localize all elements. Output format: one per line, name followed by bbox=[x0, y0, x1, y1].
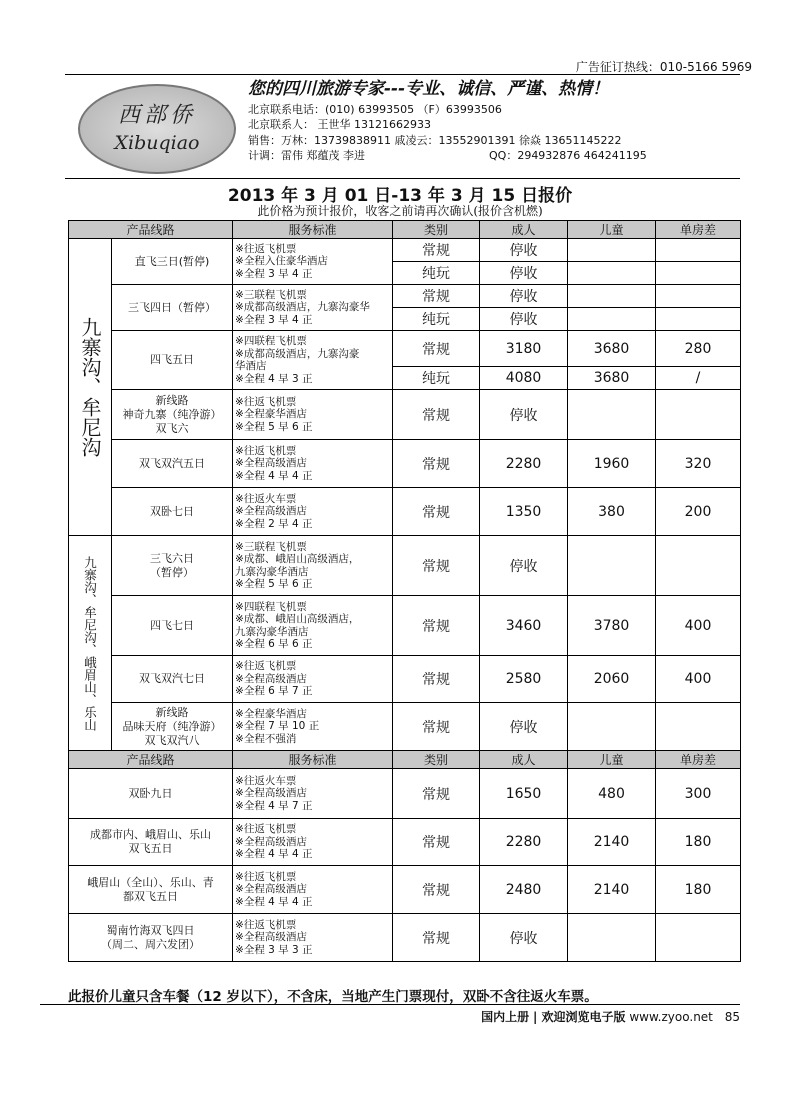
price-child: 1960 bbox=[568, 440, 656, 488]
table-row bbox=[69, 656, 741, 703]
route-name bbox=[112, 488, 233, 536]
price-type: 常规 bbox=[393, 331, 480, 367]
route-name-line: 双飞双汽五日 bbox=[139, 456, 205, 470]
route-name-line: 峨眉山（全山）、乐山、青 bbox=[87, 875, 214, 889]
route-name-line: 双飞五日 bbox=[128, 842, 173, 855]
footer-browse: 欢迎浏览电子版 bbox=[541, 1010, 626, 1024]
price-single-room: 180 bbox=[656, 866, 741, 914]
service-item: ※全程不强消 bbox=[235, 732, 297, 745]
top-divider bbox=[65, 74, 740, 75]
price-single-room bbox=[656, 914, 741, 962]
route-name bbox=[112, 536, 233, 596]
service-item: ※全程 3 早 4 正 bbox=[235, 313, 313, 326]
service-item: ※四联程飞机票 bbox=[235, 335, 307, 347]
group-label: 九寨沟、牟尼沟、峨眉山、乐山 bbox=[69, 536, 112, 751]
route-name bbox=[69, 769, 233, 819]
route-name-line: （周二、周六发团） bbox=[101, 937, 200, 951]
header-type: 类别 bbox=[393, 221, 480, 239]
service-item: ※往返飞机票 bbox=[235, 660, 297, 673]
footer-url: www.zyoo.net bbox=[629, 1010, 713, 1024]
service-item: ※全程高级酒店 bbox=[235, 505, 307, 518]
price-adult: 3180 bbox=[480, 331, 568, 367]
service-item: ※全程高级酒店 bbox=[235, 672, 307, 685]
route-name-line: （暂停） bbox=[150, 565, 194, 579]
route-name bbox=[112, 390, 233, 440]
service-item: ※全程高级酒店 bbox=[235, 931, 307, 944]
price-child bbox=[568, 536, 656, 596]
price-type: 常规 bbox=[393, 819, 480, 866]
route-name-line: 直飞三日(暂停) bbox=[134, 254, 210, 268]
service-item: ※全程高级酒店 bbox=[235, 457, 307, 470]
service-item: ※全程 5 早 6 正 bbox=[235, 578, 313, 590]
header-adult: 成人 bbox=[480, 221, 568, 239]
header-service: 服务标准 bbox=[233, 751, 393, 769]
service-standard bbox=[233, 769, 393, 819]
service-item: ※全程 5 早 6 正 bbox=[235, 420, 313, 433]
qq-numbers: QQ：294932876 464241195 bbox=[489, 149, 647, 162]
price-single-room bbox=[656, 390, 741, 440]
company-logo bbox=[78, 84, 236, 174]
table-row bbox=[69, 769, 741, 819]
price-type: 纯玩 bbox=[393, 367, 480, 390]
service-item: ※往返火车票 bbox=[235, 774, 297, 787]
price-adult: 2280 bbox=[480, 440, 568, 488]
service-item: ※全程高级酒店 bbox=[235, 835, 307, 848]
price-adult: 停收 bbox=[480, 390, 568, 440]
price-single-room bbox=[656, 285, 741, 308]
price-type: 常规 bbox=[393, 769, 480, 819]
table-header-row bbox=[69, 221, 741, 239]
table-row bbox=[69, 596, 741, 656]
table-header-row bbox=[69, 751, 741, 769]
group-label: 九寨沟、牟尼沟 bbox=[69, 239, 112, 536]
price-adult: 停收 bbox=[480, 703, 568, 751]
price-adult: 3460 bbox=[480, 596, 568, 656]
service-item: ※往返飞机票 bbox=[235, 395, 297, 408]
planner-label: 计调： bbox=[248, 149, 281, 162]
service-item: ※全程 6 早 7 正 bbox=[235, 685, 313, 698]
price-adult: 停收 bbox=[480, 914, 568, 962]
price-adult: 停收 bbox=[480, 239, 568, 262]
service-item: ※成都高级酒店，九寨沟豪 bbox=[235, 347, 360, 360]
price-single-room: 320 bbox=[656, 440, 741, 488]
service-standard bbox=[233, 390, 393, 440]
service-item: 九寨沟豪华酒店 bbox=[235, 565, 309, 578]
table-row bbox=[69, 488, 741, 536]
route-name-line: 四飞五日 bbox=[150, 353, 194, 366]
route-name bbox=[112, 239, 233, 285]
service-item: ※往返飞机票 bbox=[235, 242, 297, 255]
service-item: ※往返飞机票 bbox=[235, 444, 297, 457]
price-single-room bbox=[656, 536, 741, 596]
route-name-line: 神奇九寨（纯净游） bbox=[122, 407, 222, 421]
route-name bbox=[112, 331, 233, 390]
service-item: ※四联程飞机票 bbox=[235, 600, 307, 613]
route-name-line: 双飞双汽八 bbox=[144, 733, 200, 747]
header-adult: 成人 bbox=[480, 751, 568, 769]
service-item: ※全程 7 早 10 正 bbox=[235, 720, 320, 733]
route-name bbox=[69, 914, 233, 962]
price-child bbox=[568, 390, 656, 440]
price-adult: 2580 bbox=[480, 656, 568, 703]
service-standard bbox=[233, 440, 393, 488]
service-item: ※全程 4 早 4 正 bbox=[235, 848, 313, 861]
service-standard bbox=[233, 596, 393, 656]
table-row bbox=[69, 331, 741, 367]
price-single-room: 180 bbox=[656, 819, 741, 866]
price-single-room: 400 bbox=[656, 656, 741, 703]
price-type: 常规 bbox=[393, 866, 480, 914]
price-child: 480 bbox=[568, 769, 656, 819]
table-row bbox=[69, 440, 741, 488]
service-item: ※全程 2 早 4 正 bbox=[235, 517, 313, 530]
price-single-room: 400 bbox=[656, 596, 741, 656]
price-title: 2013 年 3 月 01 日-13 年 3 月 15 日报价 bbox=[227, 186, 573, 206]
contact-line: 北京联系人： 王世华 13121662933 bbox=[248, 118, 431, 131]
logo-chinese: 西部侨 bbox=[117, 103, 196, 128]
header-service: 服务标准 bbox=[233, 221, 393, 239]
header-route: 产品线路 bbox=[69, 751, 233, 769]
route-name-line: 三飞六日 bbox=[150, 551, 194, 565]
service-item: 华酒店 bbox=[235, 360, 267, 372]
table-row bbox=[69, 914, 741, 962]
sales-line: 销售：万林：13739838911 戚凌云：13552901391 徐焱 13651145222 bbox=[248, 133, 622, 147]
price-child: 3680 bbox=[568, 367, 656, 390]
route-name bbox=[112, 596, 233, 656]
price-child bbox=[568, 239, 656, 262]
price-type: 常规 bbox=[393, 536, 480, 596]
service-item: ※全程 4 早 4 正 bbox=[235, 469, 313, 482]
service-standard bbox=[233, 536, 393, 596]
service-item: 九寨沟豪华酒店 bbox=[235, 625, 309, 638]
price-child: 2140 bbox=[568, 866, 656, 914]
price-child: 3780 bbox=[568, 596, 656, 656]
price-table bbox=[68, 220, 741, 962]
price-single-room bbox=[656, 308, 741, 331]
logo-english: Xibuqiao bbox=[114, 132, 200, 154]
service-item: ※全程 6 早 6 正 bbox=[235, 638, 313, 650]
page-number: 85 bbox=[724, 1010, 740, 1024]
header-divider bbox=[65, 178, 740, 179]
service-standard bbox=[233, 703, 393, 751]
price-child bbox=[568, 914, 656, 962]
price-type: 常规 bbox=[393, 488, 480, 536]
table-row bbox=[69, 285, 741, 308]
header-route: 产品线路 bbox=[69, 221, 233, 239]
route-name-line: 双飞双汽七日 bbox=[139, 672, 205, 685]
service-item: ※成都、峨眉山高级酒店， bbox=[235, 613, 360, 625]
service-item: ※三联程飞机票 bbox=[235, 540, 307, 553]
route-name-line: 双卧九日 bbox=[128, 786, 173, 800]
header-child: 儿童 bbox=[568, 221, 656, 239]
price-type: 常规 bbox=[393, 596, 480, 656]
price-adult: 2280 bbox=[480, 819, 568, 866]
service-item: ※全程 4 早 3 正 bbox=[235, 372, 313, 385]
service-item: ※全程 3 早 3 正 bbox=[235, 943, 313, 956]
price-subtitle: 此价格为预计报价，收客之前请再次确认(报价含机燃) bbox=[257, 204, 543, 218]
price-type: 常规 bbox=[393, 440, 480, 488]
slogan: 您的四川旅游专家---专业、诚信、严谨、热情！ bbox=[248, 79, 610, 99]
service-item: ※往返飞机票 bbox=[235, 823, 297, 836]
price-adult: 1350 bbox=[480, 488, 568, 536]
route-name bbox=[112, 440, 233, 488]
price-type: 常规 bbox=[393, 914, 480, 962]
service-item: ※全程 4 早 4 正 bbox=[235, 895, 313, 908]
route-name-line: 双卧七日 bbox=[150, 504, 194, 518]
price-type: 常规 bbox=[393, 703, 480, 751]
service-item: ※往返火车票 bbox=[235, 492, 297, 505]
price-type: 常规 bbox=[393, 390, 480, 440]
phone-line: 北京联系电话：(010) 63993505 （F）63993506 bbox=[248, 102, 502, 116]
price-child bbox=[568, 308, 656, 331]
header-child: 儿童 bbox=[568, 751, 656, 769]
ad-hotline: 广告征订热线：010-5166 5969 bbox=[575, 60, 752, 74]
price-single-room bbox=[656, 703, 741, 751]
service-item: ※全程 4 早 7 正 bbox=[235, 799, 313, 812]
price-adult: 停收 bbox=[480, 536, 568, 596]
price-child: 380 bbox=[568, 488, 656, 536]
price-adult: 1650 bbox=[480, 769, 568, 819]
service-standard bbox=[233, 656, 393, 703]
route-name-line: 四飞七日 bbox=[150, 618, 194, 632]
price-single-room: 300 bbox=[656, 769, 741, 819]
service-item: ※全程豪华酒店 bbox=[235, 408, 307, 421]
price-type: 纯玩 bbox=[393, 262, 480, 285]
route-name-line: 双飞六 bbox=[155, 421, 189, 435]
price-child: 3680 bbox=[568, 331, 656, 367]
price-adult: 4080 bbox=[480, 367, 568, 390]
route-name bbox=[112, 285, 233, 331]
route-name-line: 都双飞五日 bbox=[123, 889, 178, 903]
service-item: ※往返飞机票 bbox=[235, 870, 297, 883]
route-name-line: 蜀南竹海双飞四日 bbox=[106, 923, 195, 937]
table-row bbox=[69, 866, 741, 914]
price-adult: 2480 bbox=[480, 866, 568, 914]
price-type: 常规 bbox=[393, 656, 480, 703]
table-row bbox=[69, 819, 741, 866]
table-row bbox=[69, 390, 741, 440]
route-name-line: 新线路 bbox=[155, 705, 189, 719]
price-type: 纯玩 bbox=[393, 308, 480, 331]
service-item: ※全程 3 早 4 正 bbox=[235, 267, 313, 280]
footer-section: 国内上册 bbox=[481, 1010, 530, 1024]
price-child: 2060 bbox=[568, 656, 656, 703]
route-name bbox=[69, 866, 233, 914]
planner-names: 雷伟 郑蕴茂 李进 bbox=[281, 149, 365, 162]
route-name bbox=[112, 703, 233, 751]
service-item: ※全程豪华酒店 bbox=[235, 707, 307, 720]
service-standard bbox=[233, 819, 393, 866]
route-name-line: 成都市内、峨眉山、乐山 bbox=[90, 828, 211, 841]
service-standard bbox=[233, 488, 393, 536]
header-single: 单房差 bbox=[656, 221, 741, 239]
service-item: ※全程入住豪华酒店 bbox=[235, 255, 328, 268]
price-adult: 停收 bbox=[480, 285, 568, 308]
service-standard bbox=[233, 239, 393, 285]
planner-line bbox=[248, 148, 647, 164]
service-item: ※往返飞机票 bbox=[235, 918, 297, 931]
service-item: ※成都高级酒店，九寨沟豪华 bbox=[235, 301, 370, 314]
price-adult: 停收 bbox=[480, 308, 568, 331]
service-standard bbox=[233, 331, 393, 390]
price-single-room: 200 bbox=[656, 488, 741, 536]
price-child bbox=[568, 703, 656, 751]
service-item: ※全程高级酒店 bbox=[235, 787, 307, 800]
header-single: 单房差 bbox=[656, 751, 741, 769]
footnote: 此报价儿童只含车餐（12 岁以下），不含床，当地产生门票现付，双卧不含往返火车票。 bbox=[68, 989, 598, 1005]
route-name-line: 新线路 bbox=[155, 393, 189, 407]
price-child bbox=[568, 262, 656, 285]
service-item: ※全程高级酒店 bbox=[235, 883, 307, 896]
service-standard bbox=[233, 866, 393, 914]
bottom-divider bbox=[40, 1004, 740, 1005]
price-adult: 停收 bbox=[480, 262, 568, 285]
company-info bbox=[248, 79, 647, 164]
price-single-room bbox=[656, 239, 741, 262]
route-name-line: 三飞四日（暂停） bbox=[128, 300, 216, 314]
service-item: ※三联程飞机票 bbox=[235, 288, 307, 301]
price-type: 常规 bbox=[393, 239, 480, 262]
price-child: 2140 bbox=[568, 819, 656, 866]
price-single-room: / bbox=[656, 367, 741, 390]
price-single-room bbox=[656, 262, 741, 285]
service-item: ※成都、峨眉山高级酒店， bbox=[235, 553, 360, 565]
service-standard bbox=[233, 285, 393, 331]
price-child bbox=[568, 285, 656, 308]
table-row bbox=[69, 239, 741, 262]
table-row bbox=[69, 703, 741, 751]
route-name bbox=[69, 819, 233, 866]
route-name bbox=[112, 656, 233, 703]
price-type: 常规 bbox=[393, 285, 480, 308]
table-row bbox=[69, 536, 741, 596]
header-type: 类别 bbox=[393, 751, 480, 769]
page-footer: 国内上册 | 欢迎浏览电子版 www.zyoo.net 85 bbox=[481, 1010, 740, 1024]
route-name-line: 品味天府（纯净游） bbox=[122, 719, 222, 733]
service-standard bbox=[233, 914, 393, 962]
price-single-room: 280 bbox=[656, 331, 741, 367]
